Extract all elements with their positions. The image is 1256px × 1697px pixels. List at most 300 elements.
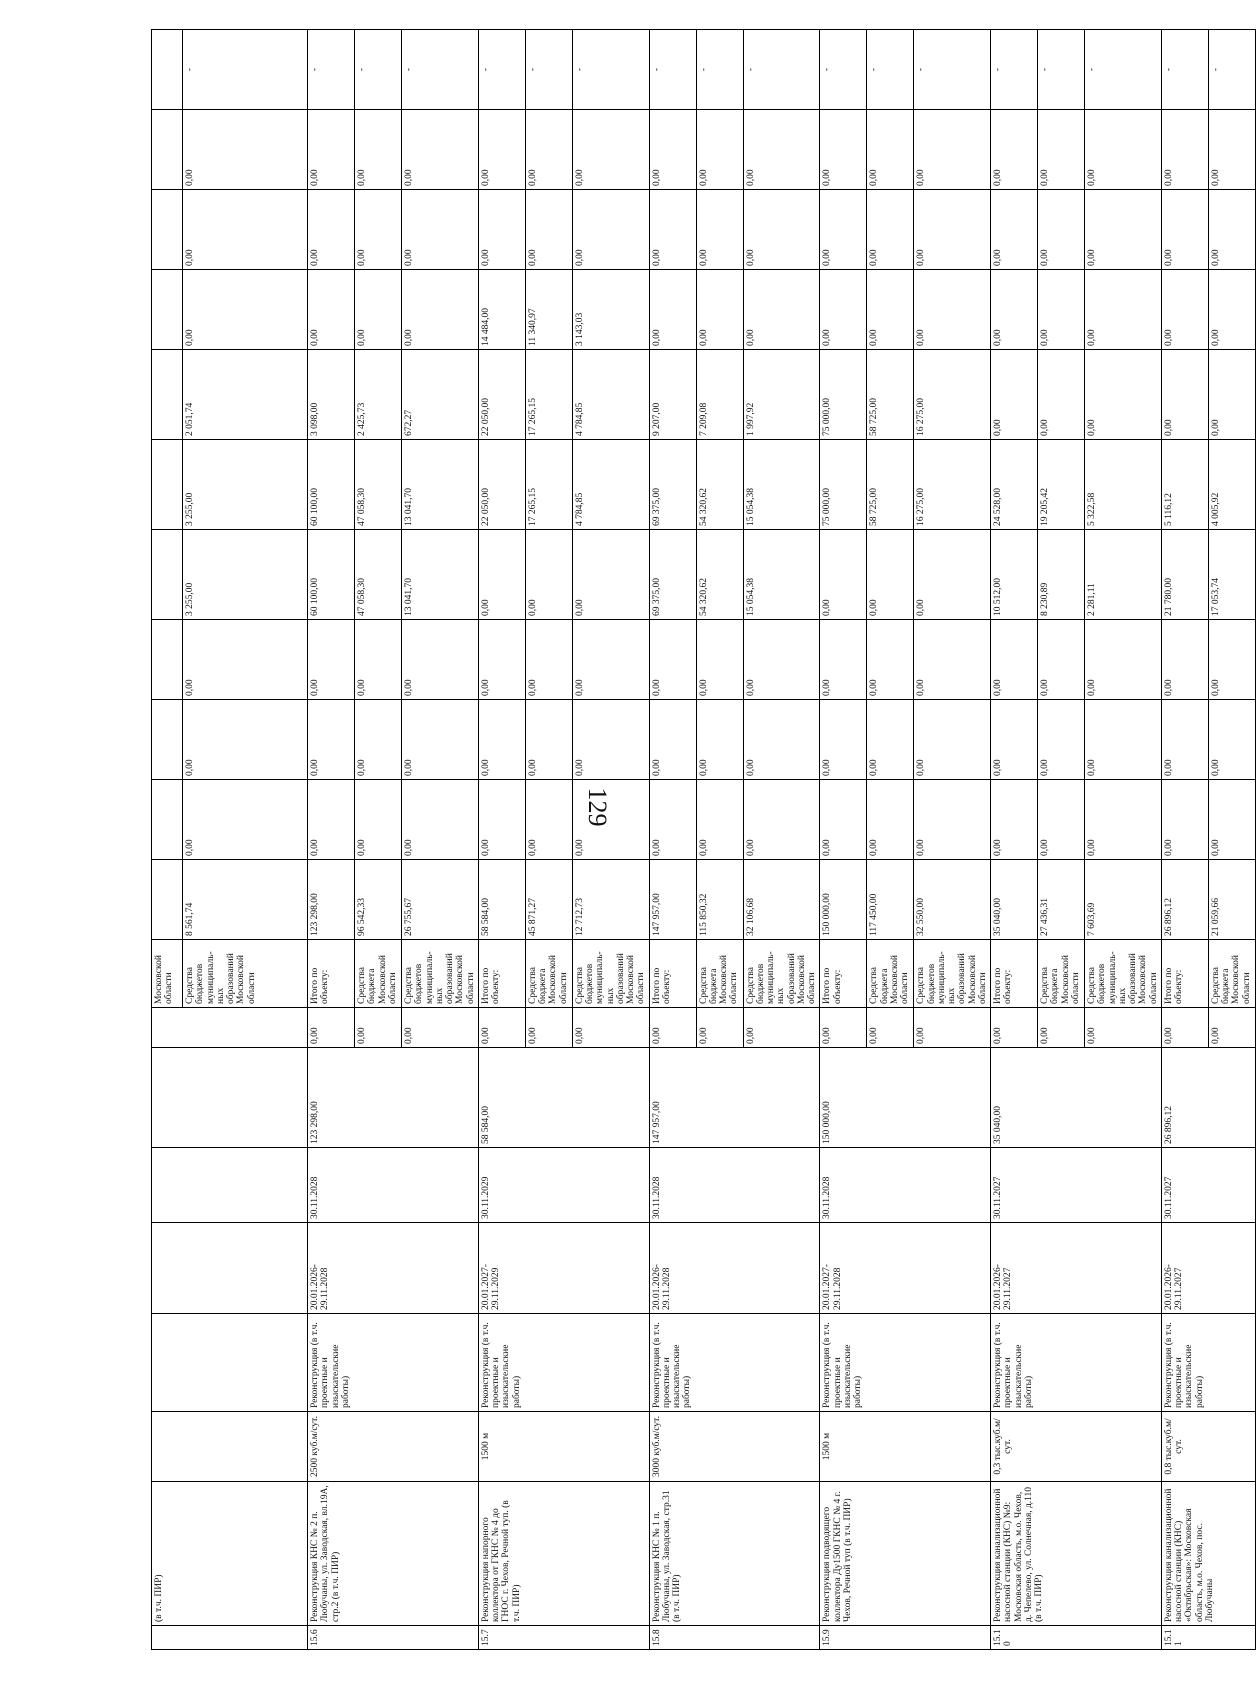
year-value: -	[820, 30, 867, 110]
year-value: 15 054,38	[743, 440, 820, 530]
year-value: 19 205,42	[1038, 440, 1085, 530]
year-value: 22 050,00	[478, 350, 525, 440]
year-value: -	[525, 30, 572, 110]
year-value: 0,00	[1038, 780, 1085, 860]
total-sum: 27 436,31	[1038, 860, 1085, 940]
year-value: 17 265,15	[525, 350, 572, 440]
year-value: 0,00	[402, 190, 479, 270]
year-value: 0,00	[355, 620, 402, 700]
year-value: 0,00	[183, 270, 308, 350]
year-value: 0,00	[478, 530, 525, 620]
prev-spent: 0,00	[696, 1008, 743, 1048]
year-value	[152, 440, 183, 530]
funding-source: Средства бюджетов муниципаль-ных образований Московской области	[183, 940, 308, 1008]
year-value: 0,00	[1161, 270, 1208, 350]
prev-spent: 0,00	[308, 1008, 355, 1048]
year-value: 0,00	[867, 270, 914, 350]
total-sum: 123 298,00	[308, 860, 355, 940]
year-value: 0,00	[1208, 190, 1255, 270]
year-value: 0,00	[696, 270, 743, 350]
year-value	[152, 530, 183, 620]
year-value: 0,00	[914, 110, 991, 190]
year-value: 0,00	[1161, 110, 1208, 190]
year-value: 0,00	[402, 110, 479, 190]
year-value: 0,00	[867, 700, 914, 780]
year-value: 0,00	[478, 110, 525, 190]
funding-source: Итого по объекту:	[991, 940, 1038, 1008]
year-value: -	[572, 30, 649, 110]
year-value: 47 058,30	[355, 530, 402, 620]
year-value: 2 425,73	[355, 350, 402, 440]
year-value	[152, 780, 183, 860]
object-name: Реконструкция канализационной насосной станции (КНС) №9: Московская область, м.о. Чехов, д. Чепелево, ул. Солнечная, д.110 (в т.ч. ПИР)	[991, 1482, 1162, 1626]
funding-source: Средства бюджетов муниципаль-ных образований Московской области	[914, 940, 991, 1008]
year-value: 1 997,92	[743, 350, 820, 440]
year-value: 0,00	[1208, 780, 1255, 860]
year-value: 0,00	[1161, 190, 1208, 270]
row-number: 15.11	[1161, 1626, 1255, 1650]
year-value: 0,00	[649, 190, 696, 270]
year-value: 0,00	[308, 270, 355, 350]
prev-spent: 0,00	[402, 1008, 479, 1048]
commission-date: 30.11.2029	[478, 1148, 649, 1223]
year-value: 0,00	[308, 190, 355, 270]
work-type	[152, 1314, 308, 1412]
funding-source: Средства бюджетов муниципаль-ных образований Московской области	[1085, 940, 1162, 1008]
funding-source: Итого по объекту:	[478, 940, 525, 1008]
year-value: 24 528,00	[991, 440, 1038, 530]
year-value: 0,00	[696, 110, 743, 190]
capacity: 3000 куб.м/сут.	[649, 1412, 820, 1482]
year-value: 0,00	[525, 190, 572, 270]
year-value: 0,00	[867, 190, 914, 270]
year-value: 4 784,85	[572, 350, 649, 440]
year-value: -	[355, 30, 402, 110]
prev-spent	[152, 1008, 308, 1048]
year-value: 4 005,92	[1208, 440, 1255, 530]
period: 20.01.2026-29.11.2027	[991, 1223, 1162, 1314]
prev-spent: 0,00	[1038, 1008, 1085, 1048]
year-value: 0,00	[991, 700, 1038, 780]
year-value: -	[743, 30, 820, 110]
year-value: 0,00	[525, 700, 572, 780]
year-value: 0,00	[1085, 700, 1162, 780]
year-value: 0,00	[820, 110, 867, 190]
year-value: 0,00	[867, 110, 914, 190]
work-type: Реконструкция (в т.ч. проектные и изыскательские работы)	[649, 1314, 820, 1412]
total-sum: 58 584,00	[478, 860, 525, 940]
year-value: 0,00	[308, 620, 355, 700]
year-value: 0,00	[991, 780, 1038, 860]
year-value: 0,00	[649, 270, 696, 350]
limit	[152, 1048, 308, 1148]
year-value: 0,00	[696, 190, 743, 270]
total-sum: 32 106,68	[743, 860, 820, 940]
year-value: 0,00	[914, 780, 991, 860]
year-value: 0,00	[820, 530, 867, 620]
year-value: 0,00	[820, 190, 867, 270]
funding-source: Средства бюджетов муниципаль-ных образований Московской области	[572, 940, 649, 1008]
limit: 147 957,00	[649, 1048, 820, 1148]
year-value: 17 053,74	[1208, 530, 1255, 620]
prev-spent: 0,00	[820, 1008, 867, 1048]
funding-source: Средства бюджета Московской области	[525, 940, 572, 1008]
year-value: 0,00	[1161, 700, 1208, 780]
year-value: 0,00	[914, 530, 991, 620]
capacity: 1500 м	[820, 1412, 991, 1482]
year-value: 0,00	[183, 190, 308, 270]
year-value: 3 143,03	[572, 270, 649, 350]
year-value: 0,00	[743, 190, 820, 270]
year-value: 2 051,74	[183, 350, 308, 440]
year-value: 0,00	[649, 620, 696, 700]
year-value: 54 320,62	[696, 530, 743, 620]
year-value: 75 000,00	[820, 440, 867, 530]
year-value: 0,00	[355, 110, 402, 190]
year-value: 0,00	[1038, 350, 1085, 440]
year-value: 0,00	[1208, 350, 1255, 440]
total-sum: 8 561,74	[183, 860, 308, 940]
object-name: Реконструкция КНС № 2 п. Любучаны, ул. Заводская, вл.19А, стр.2 (в т.ч. ПИР)	[308, 1482, 479, 1626]
year-value: 0,00	[572, 780, 649, 860]
funding-source: Итого по объекту:	[1161, 940, 1208, 1008]
year-value	[152, 110, 183, 190]
period: 20.01.2027-29.11.2029	[478, 1223, 649, 1314]
total-sum: 12 712,73	[572, 860, 649, 940]
year-value: 0,00	[572, 190, 649, 270]
object-name: (в т.ч. ПИР)	[152, 1482, 308, 1626]
year-value: 58 725,00	[867, 350, 914, 440]
table-row	[1161, 30, 1208, 1650]
year-value: 5 322,58	[1085, 440, 1162, 530]
year-value: 11 340,97	[525, 270, 572, 350]
year-value: -	[1161, 30, 1208, 110]
year-value: 22 050,00	[478, 440, 525, 530]
capacity: 2500 куб.м/сут.	[308, 1412, 479, 1482]
year-value: 0,00	[525, 530, 572, 620]
year-value: 0,00	[1038, 110, 1085, 190]
funding-source: Итого по объекту:	[308, 940, 355, 1008]
work-type: Реконструкция (в т.ч. проектные и изыскательские работы)	[820, 1314, 991, 1412]
year-value: 0,00	[1208, 270, 1255, 350]
year-value: 0,00	[743, 270, 820, 350]
year-value: 672,27	[402, 350, 479, 440]
period: 20.01.2027-29.11.2028	[820, 1223, 991, 1314]
year-value: 0,00	[867, 530, 914, 620]
year-value: 0,00	[743, 110, 820, 190]
year-value: 0,00	[183, 780, 308, 860]
year-value: 14 484,00	[478, 270, 525, 350]
object-name: Реконструкция напорного коллектора от ГКНС № 4 до ГНОС г. Чехов, Речной туп. (в т.ч. ПИР)	[478, 1482, 649, 1626]
year-value: 0,00	[355, 700, 402, 780]
object-name: Реконструкция КНС № 1 п. Любучаны, ул. Заводская, стр.31 (в т.ч. ПИР)	[649, 1482, 820, 1626]
year-value: 0,00	[820, 780, 867, 860]
year-value: 0,00	[991, 620, 1038, 700]
row-number: 15.6	[308, 1626, 479, 1650]
period: 20.01.2026-29.11.2027	[1161, 1223, 1255, 1314]
work-type: Реконструкция (в т.ч. проектные и изыскательские работы)	[308, 1314, 479, 1412]
total-sum: 117 450,00	[867, 860, 914, 940]
year-value: 3 255,00	[183, 530, 308, 620]
year-value: 3 098,00	[308, 350, 355, 440]
prev-spent: 0,00	[867, 1008, 914, 1048]
funding-source: Итого по объекту:	[820, 940, 867, 1008]
year-value: -	[867, 30, 914, 110]
year-value: 0,00	[308, 780, 355, 860]
year-value: -	[696, 30, 743, 110]
year-value: -	[183, 30, 308, 110]
year-value: 0,00	[820, 270, 867, 350]
capacity: 1500 м	[478, 1412, 649, 1482]
object-name: Реконструкция канализационной насосной станции (КНС) «Октябрьская»: Московская область, м.о. Чехов, пос. Любучаны	[1161, 1482, 1255, 1626]
table-row	[991, 30, 1038, 1650]
year-value	[152, 700, 183, 780]
year-value: 0,00	[1161, 780, 1208, 860]
year-value: 0,00	[183, 700, 308, 780]
year-value: 0,00	[1085, 190, 1162, 270]
table-row	[820, 30, 867, 1650]
year-value: 0,00	[867, 620, 914, 700]
row-number: 15.7	[478, 1626, 649, 1650]
commission-date: 30.11.2027	[1161, 1148, 1255, 1223]
year-value: 0,00	[572, 620, 649, 700]
prev-spent: 0,00	[572, 1008, 649, 1048]
year-value: 0,00	[649, 110, 696, 190]
row-number	[152, 1626, 308, 1650]
year-value: 0,00	[1085, 350, 1162, 440]
year-value: 0,00	[1161, 350, 1208, 440]
period: 20.01.2026-29.11.2028	[649, 1223, 820, 1314]
year-value	[152, 190, 183, 270]
year-value: 47 058,30	[355, 440, 402, 530]
commission-date: 30.11.2028	[649, 1148, 820, 1223]
total-sum: 35 040,00	[991, 860, 1038, 940]
table-body	[152, 30, 1256, 1650]
work-type: Реконструкция (в т.ч. проектные и изыскательские работы)	[991, 1314, 1162, 1412]
year-value: 0,00	[649, 700, 696, 780]
object-name: Реконструкция подводящего коллектора Ду1500 ГКНС № 4 г. Чехов, Речной туп (в т.ч. ПИР)	[820, 1482, 991, 1626]
year-value: -	[649, 30, 696, 110]
year-value: 0,00	[572, 530, 649, 620]
year-value: 0,00	[402, 780, 479, 860]
page-number: 129	[583, 787, 612, 827]
prev-spent: 0,00	[743, 1008, 820, 1048]
year-value: 2 281,11	[1085, 530, 1162, 620]
year-value: 0,00	[696, 620, 743, 700]
commission-date: 30.11.2028	[308, 1148, 479, 1223]
total-sum: 26 755,67	[402, 860, 479, 940]
year-value: 60 100,00	[308, 530, 355, 620]
year-value: -	[1038, 30, 1085, 110]
funding-source: Средства бюджета Московской области	[1038, 940, 1085, 1008]
funding-source: Средства бюджета Московской области	[696, 940, 743, 1008]
year-value: -	[308, 30, 355, 110]
year-value: 21 780,00	[1161, 530, 1208, 620]
capacity: 0,3 тыс.куб.м/сут.	[991, 1412, 1162, 1482]
year-value: -	[1085, 30, 1162, 110]
year-value: 0,00	[478, 700, 525, 780]
year-value: 16 275,00	[914, 440, 991, 530]
prev-spent: 0,00	[478, 1008, 525, 1048]
year-value: 0,00	[1085, 270, 1162, 350]
year-value: 54 320,62	[696, 440, 743, 530]
table-row	[308, 30, 355, 1650]
year-value: 15 054,38	[743, 530, 820, 620]
limit: 150 000,00	[820, 1048, 991, 1148]
total-sum: 115 850,32	[696, 860, 743, 940]
total-sum: 21 059,66	[1208, 860, 1255, 940]
year-value: -	[402, 30, 479, 110]
year-value: 0,00	[478, 780, 525, 860]
year-value: 0,00	[1085, 620, 1162, 700]
prev-spent: 0,00	[1161, 1008, 1208, 1048]
year-value: 69 375,00	[649, 530, 696, 620]
table-holder	[151, 50, 1252, 1650]
year-value: -	[1208, 30, 1255, 110]
funding-source: Средства бюджета Московской области	[1208, 940, 1255, 1008]
prev-spent: 0,00	[914, 1008, 991, 1048]
prev-spent: 0,00	[1208, 1008, 1255, 1048]
year-value: 0,00	[525, 620, 572, 700]
year-value: 0,00	[991, 190, 1038, 270]
continuation-row	[152, 30, 183, 1650]
total-sum: 96 542,33	[355, 860, 402, 940]
table-row	[649, 30, 696, 1650]
funding-source: Средства бюджетов муниципаль-ных образований Московской области	[743, 940, 820, 1008]
year-value: 0,00	[1208, 620, 1255, 700]
year-value: 0,00	[1085, 110, 1162, 190]
capacity: 0,8 тыс.куб.м/сут.	[1161, 1412, 1255, 1482]
year-value: 0,00	[991, 110, 1038, 190]
year-value: 0,00	[649, 780, 696, 860]
funding-source: Московской области	[152, 940, 183, 1008]
year-value: 0,00	[743, 700, 820, 780]
year-value: 0,00	[1038, 190, 1085, 270]
year-value	[152, 30, 183, 110]
prev-spent: 0,00	[525, 1008, 572, 1048]
limit: 123 298,00	[308, 1048, 479, 1148]
year-value: 10 512,00	[991, 530, 1038, 620]
year-value: 0,00	[355, 780, 402, 860]
year-value: 0,00	[1038, 700, 1085, 780]
year-value: 3 255,00	[183, 440, 308, 530]
row-number: 15.9	[820, 1626, 991, 1650]
year-value: 0,00	[572, 110, 649, 190]
limit: 35 040,00	[991, 1048, 1162, 1148]
funding-source: Средства бюджета Московской области	[355, 940, 402, 1008]
year-value	[152, 350, 183, 440]
commission-date: 30.11.2027	[991, 1148, 1162, 1223]
year-value: 0,00	[743, 780, 820, 860]
year-value: 0,00	[572, 700, 649, 780]
year-value	[152, 270, 183, 350]
year-value: 0,00	[914, 700, 991, 780]
year-value: 0,00	[355, 270, 402, 350]
year-value: 0,00	[183, 110, 308, 190]
period	[152, 1223, 308, 1314]
year-value: 0,00	[402, 700, 479, 780]
year-value: 0,00	[308, 700, 355, 780]
year-value: 0,00	[355, 190, 402, 270]
funding-source: Средства бюджетов муниципаль-ных образований Московской области	[402, 940, 479, 1008]
year-value: 0,00	[696, 780, 743, 860]
year-value: -	[478, 30, 525, 110]
funding-source: Средства бюджета Московской области	[867, 940, 914, 1008]
prev-spent: 0,00	[991, 1008, 1038, 1048]
row-number: 15.10	[991, 1626, 1162, 1650]
year-value: 0,00	[478, 190, 525, 270]
total-sum: 7 603,69	[1085, 860, 1162, 940]
work-type: Реконструкция (в т.ч. проектные и изыскательские работы)	[478, 1314, 649, 1412]
prev-spent: 0,00	[355, 1008, 402, 1048]
year-value: 0,00	[914, 270, 991, 350]
year-value: 0,00	[696, 700, 743, 780]
budget-table-frame	[151, 50, 1252, 1650]
year-value: 0,00	[867, 780, 914, 860]
budget-table	[151, 29, 1256, 1650]
year-value: 0,00	[308, 110, 355, 190]
total-sum: 26 896,12	[1161, 860, 1208, 940]
year-value	[152, 620, 183, 700]
year-value: 0,00	[991, 270, 1038, 350]
year-value: 75 000,00	[820, 350, 867, 440]
year-value: 0,00	[914, 620, 991, 700]
year-value: 0,00	[402, 270, 479, 350]
limit: 26 896,12	[1161, 1048, 1255, 1148]
year-value: 13 041,70	[402, 440, 479, 530]
total-sum: 45 871,27	[525, 860, 572, 940]
year-value: 8 230,89	[1038, 530, 1085, 620]
year-value: 17 265,15	[525, 440, 572, 530]
table-row	[478, 30, 525, 1650]
year-value: 0,00	[183, 620, 308, 700]
year-value: 0,00	[1038, 270, 1085, 350]
year-value: 69 375,00	[649, 440, 696, 530]
year-value: 0,00	[820, 620, 867, 700]
total-sum: 147 957,00	[649, 860, 696, 940]
year-value: 5 116,12	[1161, 440, 1208, 530]
year-value: 0,00	[1208, 700, 1255, 780]
total-sum: 150 000,00	[820, 860, 867, 940]
year-value: 0,00	[478, 620, 525, 700]
row-number: 15.8	[649, 1626, 820, 1650]
year-value: -	[991, 30, 1038, 110]
year-value: 0,00	[820, 700, 867, 780]
year-value: 0,00	[743, 620, 820, 700]
year-value: 0,00	[525, 110, 572, 190]
year-value: 60 100,00	[308, 440, 355, 530]
year-value: 9 207,00	[649, 350, 696, 440]
period: 20.01.2026-29.11.2028	[308, 1223, 479, 1314]
year-value: 16 275,00	[914, 350, 991, 440]
limit: 58 584,00	[478, 1048, 649, 1148]
prev-spent: 0,00	[649, 1008, 696, 1048]
total-sum	[152, 860, 183, 940]
year-value: 0,00	[402, 620, 479, 700]
commission-date	[152, 1148, 308, 1223]
funding-source: Итого по объекту:	[649, 940, 696, 1008]
year-value: 4 784,85	[572, 440, 649, 530]
year-value: 13 041,70	[402, 530, 479, 620]
year-value: 0,00	[1038, 620, 1085, 700]
prev-spent: 0,00	[1085, 1008, 1162, 1048]
year-value: 0,00	[991, 350, 1038, 440]
year-value: 0,00	[914, 190, 991, 270]
total-sum: 32 550,00	[914, 860, 991, 940]
work-type: Реконструкция (в т.ч. проектные и изыскательские работы)	[1161, 1314, 1255, 1412]
year-value: 58 725,00	[867, 440, 914, 530]
year-value: 7 209,08	[696, 350, 743, 440]
